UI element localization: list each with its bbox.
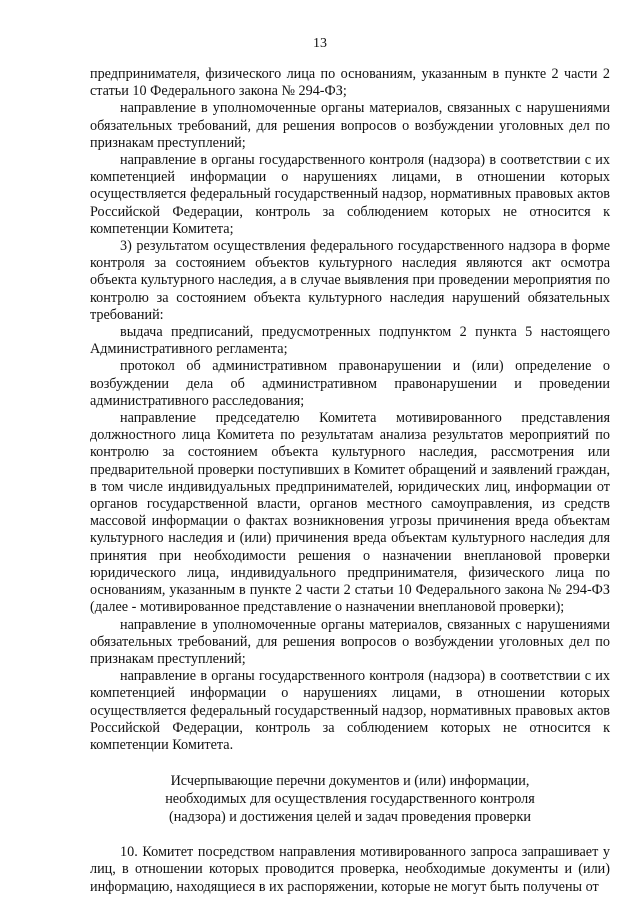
paragraph: 10. Комитет посредством направления мотивированного запроса запрашивает у лиц, в отношении которых проводится проверка, необходимые документы и (или) информацию, находящиеся в их распоряжении, которые не могут быть получены от (90, 844, 610, 895)
section-heading-line: Исчерпывающие перечни документов и (или) информации, (170, 773, 530, 790)
paragraph: выдача предписаний, предусмотренных подпунктом 2 пункта 5 настоящего Административного регламента; (90, 324, 610, 358)
paragraph: 3) результатом осуществления федерального государственного надзора в форме контроля за состоянием объектов культурного наследия являются акт осмотра объекта культурного наследия, а в случае выявления при проведении мероприятия по контролю за состоянием объекта культурного наследия нарушений обязательных требований: (90, 238, 610, 323)
page-number: 13 (313, 36, 327, 51)
paragraph: направление в уполномоченные органы материалов, связанных с нарушениями обязательных требований, для решения вопросов о возбуждении уголовных дел по признакам преступлений; (90, 616, 610, 667)
paragraph: направление в уполномоченные органы материалов, связанных с нарушениями обязательных требований, для решения вопросов о возбуждении уголовных дел по признакам преступлений; (90, 100, 610, 151)
paragraph: протокол об административном правонарушении и (или) определение о возбуждении дела об административном правонарушении и проведении административного расследования; (90, 358, 610, 409)
document-body (90, 66, 610, 896)
section-heading-line: необходимых для осуществления государственного контроля (165, 791, 535, 808)
paragraph: предпринимателя, физического лица по основаниям, указанным в пункте 2 части 2 статьи 10 Федерального закона № 294-ФЗ; (90, 66, 610, 100)
paragraph: направление председателю Комитета мотивированного представления должностного лица Комитета по результатам анализа результатов мероприятий по контролю за состоянием объекта культурного наследия, рассмотрения или предварительной проверки поступивших в Комитет обращений и заявлений граждан, в том числе индивидуальных предпринимателей, юридических лиц, информации от органов государственной власти, органов местного самоуправления, из средств массовой информации о фактах возникновения угрозы причинения вреда объектам культурного наследия и (или) причинения вреда объектам культурного наследия для принятия при необходимости решения о назначении внеплановой проверки юридического лица, индивидуального предпринимателя, физического лица по основаниям, указанным в пункте 2 части 2 статьи 10 Федерального закона № 294-ФЗ (далее - мотивированное представление о назначении внеплановой проверки); (90, 410, 610, 616)
section-heading (90, 772, 610, 826)
section-heading-line: (надзора) и достижения целей и задач проведения проверки (169, 809, 531, 826)
paragraph: направление в органы государственного контроля (надзора) в соответствии с их компетенцией информации о нарушениях лицами, в отношении которых осуществляется федеральный государственный надзор, нормативных правовых актов Российской Федерации, контроль за соблюдением которых не относится к компетенции Комитета; (90, 152, 610, 237)
paragraph: направление в органы государственного контроля (надзора) в соответствии с их компетенцией информации о нарушениях лицами, в отношении которых осуществляется федеральный государственный надзор, нормативных правовых актов Российской Федерации, контроль за соблюдением которых не относится к компетенции Комитета. (90, 668, 610, 753)
